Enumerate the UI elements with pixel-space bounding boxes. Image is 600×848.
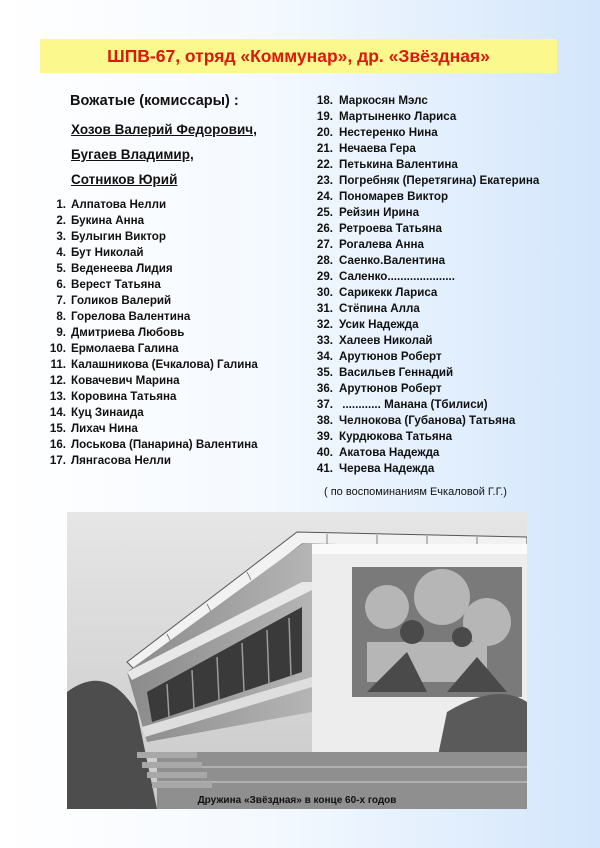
member-name: Васильев Геннадий <box>339 366 454 379</box>
leader-name: Бугаев Владимир, <box>71 147 194 162</box>
member-list-item <box>0 141 539 157</box>
member-number: 16. <box>49 438 66 451</box>
member-number: 3. <box>56 230 66 243</box>
building-photo-image <box>67 512 527 809</box>
member-number: 17. <box>49 454 66 467</box>
member-name: Арутюнов Роберт <box>339 382 442 395</box>
member-number: 40. <box>316 446 333 459</box>
member-number: 26. <box>316 222 333 235</box>
member-number: 23. <box>316 174 333 187</box>
leader-name: Сотников Юрий <box>71 172 178 187</box>
member-list-item <box>0 413 539 429</box>
member-name: Сарикекк Лариса <box>339 286 438 299</box>
member-name: Верест Татьяна <box>71 278 161 291</box>
member-name: Рейзин Ирина <box>339 206 420 219</box>
member-name: Ковачевич Марина <box>71 374 180 387</box>
member-name: Лихач Нина <box>71 422 138 435</box>
member-number: 35. <box>316 366 333 379</box>
member-number: 29. <box>316 270 333 283</box>
member-name: Ретроева Татьяна <box>339 222 442 235</box>
member-list-item <box>0 381 539 397</box>
member-list-item <box>0 429 539 445</box>
member-name: Лянгасова Нелли <box>71 454 172 467</box>
member-name: Нестеренко Нина <box>339 126 438 139</box>
member-number: 14. <box>49 406 66 419</box>
member-name: Голиков Валерий <box>71 294 172 307</box>
member-name: Саенко.Валентина <box>339 254 446 267</box>
member-name: Акатова Надежда <box>339 446 440 459</box>
member-list-item <box>0 237 539 253</box>
member-number: 30. <box>316 286 333 299</box>
member-name: Букина Анна <box>71 214 145 227</box>
member-number: 34. <box>316 350 333 363</box>
member-number: 33. <box>316 334 333 347</box>
member-list-item <box>0 221 539 237</box>
member-list-item <box>0 269 539 285</box>
member-name: Маркосян Мэлс <box>339 94 428 107</box>
member-name: Калашникова (Ечкалова) Галина <box>71 358 258 371</box>
member-number: 15. <box>49 422 66 435</box>
member-number: 32. <box>316 318 333 331</box>
member-list-item <box>0 333 539 349</box>
member-name: Горелова Валентина <box>71 310 191 323</box>
member-list-item <box>0 253 539 269</box>
page-title-banner <box>40 39 557 73</box>
member-number: 5. <box>56 262 66 275</box>
member-number: 24. <box>316 190 333 203</box>
member-list-item <box>0 365 539 381</box>
member-number: 2. <box>56 214 66 227</box>
source-note: ( по воспоминаниям Ечкаловой Г.Г.) <box>324 486 507 498</box>
member-number: 12. <box>49 374 66 387</box>
member-number: 41. <box>316 462 333 475</box>
member-number: 21. <box>316 142 333 155</box>
member-number: 1. <box>56 198 66 211</box>
member-list-item <box>0 125 539 141</box>
member-number: 18. <box>316 94 333 107</box>
member-name: Лоськова (Панарина) Валентина <box>71 438 258 451</box>
member-number: 9. <box>56 326 66 339</box>
member-name: Курдюкова Татьяна <box>339 430 453 443</box>
member-name: Стёпина Алла <box>339 302 420 315</box>
member-list-item <box>0 317 539 333</box>
member-name: Булыгин Виктор <box>71 230 166 243</box>
member-number: 19. <box>316 110 333 123</box>
leaders-heading: Вожатые (комиссары) : <box>70 93 239 109</box>
member-name: Погребняк (Перетягина) Екатерина <box>339 174 540 187</box>
member-number: 20. <box>316 126 333 139</box>
member-number: 13. <box>49 390 66 403</box>
member-name: Саленко..................... <box>339 270 455 283</box>
member-number: 39. <box>316 430 333 443</box>
member-name: Бут Николай <box>71 246 144 259</box>
member-list-item <box>0 157 539 173</box>
member-list-item <box>0 285 539 301</box>
building-photo <box>67 512 527 809</box>
photo-caption: Дружина «Звёздная» в конце 60-х годов <box>197 795 397 806</box>
member-number: 36. <box>316 382 333 395</box>
member-list-item <box>0 301 539 317</box>
member-number: 6. <box>56 278 66 291</box>
member-list-item <box>0 205 539 221</box>
member-name: Коровина Татьяна <box>71 390 177 403</box>
member-name: ............ Манана (Тбилиси) <box>339 398 488 411</box>
member-name: Ермолаева Галина <box>71 342 179 355</box>
member-name: Халеев Николай <box>339 334 433 347</box>
member-number: 11. <box>50 358 66 371</box>
member-number: 28. <box>316 254 333 267</box>
member-number: 4. <box>56 246 66 259</box>
member-number: 8. <box>56 310 66 323</box>
member-number: 25. <box>316 206 333 219</box>
member-name: Нечаева Гера <box>339 142 416 155</box>
member-number: 10. <box>49 342 66 355</box>
member-name: Веденеева Лидия <box>71 262 173 275</box>
member-number: 31. <box>316 302 333 315</box>
member-name: Челнокова (Губанова) Татьяна <box>339 414 516 427</box>
member-list-item <box>0 173 539 189</box>
member-number: 27. <box>316 238 333 251</box>
member-name: Дмитриева Любовь <box>71 326 185 339</box>
member-list-item <box>0 349 539 365</box>
member-list-item <box>0 461 539 477</box>
page-title: ШПВ-67, отряд «Коммунар», др. «Звёздная» <box>107 45 490 66</box>
member-name: Пономарев Виктор <box>339 190 449 203</box>
member-number: 37. <box>316 398 333 411</box>
member-name: Рогалева Анна <box>339 238 424 251</box>
member-list-item <box>0 397 539 413</box>
member-list-item <box>0 109 539 125</box>
member-name: Мартыненко Лариса <box>339 110 457 123</box>
leader-name: Хозов Валерий Федорович, <box>71 122 257 137</box>
member-name: Усик Надежда <box>339 318 419 331</box>
member-name: Петькина Валентина <box>339 158 458 171</box>
member-list-right <box>0 93 539 477</box>
member-name: Куц Зинаида <box>71 406 144 419</box>
member-list-item <box>0 189 539 205</box>
member-name: Алпатова Нелли <box>71 198 167 211</box>
member-name: Арутюнов Роберт <box>339 350 442 363</box>
member-list-item <box>0 445 539 461</box>
member-list-item <box>0 93 539 109</box>
member-name: Черева Надежда <box>339 462 435 475</box>
member-number: 38. <box>316 414 333 427</box>
member-number: 7. <box>56 294 66 307</box>
member-number: 22. <box>316 158 333 171</box>
